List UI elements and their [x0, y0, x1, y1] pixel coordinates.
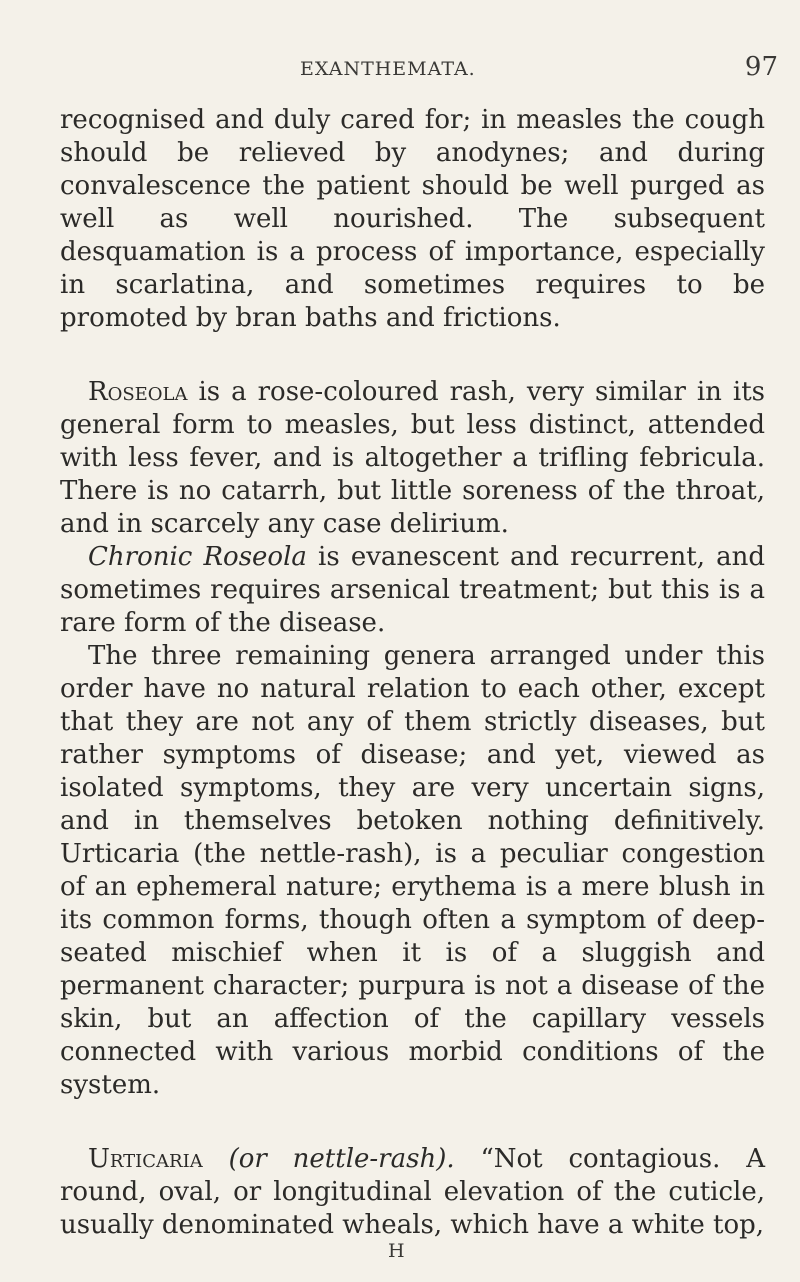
- paragraph-measles-treatment: [60, 104, 765, 335]
- paragraph-emphasis: (or nettle-rash).: [228, 1144, 455, 1174]
- running-title: EXANTHEMATA.: [300, 58, 476, 80]
- paragraph-text: is a rose-coloured rash, very similar in its general form to measles, but less distinct, attended with less fever, and is altogether a trifling febricula. There is no catarrh, but little soreness of the throat, and in scarcely any case delirium.: [60, 377, 765, 539]
- page-number: 97: [744, 52, 778, 82]
- signature-mark: H: [388, 1240, 405, 1262]
- paragraph-text: is evanescent and recurrent, and sometimes requires arsenical treatment; but this is a rare form of the disease.: [60, 542, 765, 638]
- paragraph-lead-term: Urticaria: [88, 1144, 203, 1174]
- paragraph-roseola: [60, 376, 765, 541]
- paragraph-text: “Not contagious. A round, oval, or longitudinal elevation of the cuticle, usually denominated wheals, which have a white top,: [60, 1144, 766, 1240]
- paragraph-chronic-roseola: [60, 541, 765, 640]
- body-text: [60, 104, 765, 1242]
- paragraph-text: The three remaining genera arranged under this order have no natural relation to each other, except that they are not any of them strictly diseases, but rather symptoms of disease; and yet, viewed as isolated symptoms, they are very uncertain signs, and in themselves betoken nothing definitively. Urticaria (the nettle-rash), is a peculiar congestion of an ephemeral nature; erythema is a mere blush in its common forms, though often a symptom of deep-seated mischief when it is of a sluggish and permanent character; purpura is not a disease of the skin, but an affection of the capillary vessels connected with various morbid conditions of the system.: [60, 641, 765, 1100]
- paragraph-remaining-genera: [60, 640, 765, 1102]
- paragraph-text: recognised and duly cared for; in measles the cough should be relieved by anodynes; and during convalescence the patient should be well purged as well as well nourished. The subsequent desquamation is a process of importance, especially in scarlatina, and sometimes requires to be promoted by bran baths and frictions.: [60, 105, 765, 333]
- paragraph-urticaria: [60, 1143, 765, 1242]
- paragraph-emphasis: Chronic Roseola: [88, 542, 307, 572]
- paragraph-lead-term: Roseola: [88, 377, 188, 407]
